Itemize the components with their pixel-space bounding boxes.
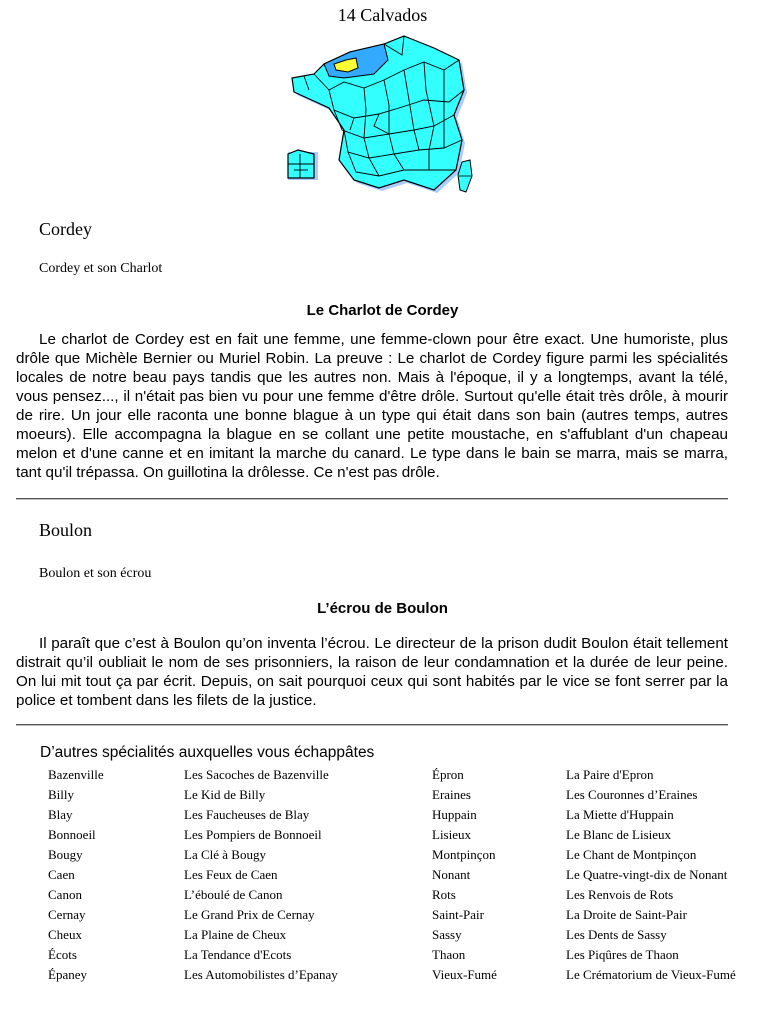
specialty-name: Les Feux de Caen [184, 867, 278, 882]
town-name: Montpinçon [432, 847, 496, 862]
town-name: Saint-Pair [432, 907, 484, 922]
article-body-cordey: Le charlot de Cordey est en fait une femme, une femme-clown pour être exact. Une humoriste, plus drôle que Michèle Bernier ou Muriel Robin. La preuve : Le charlot de Cordey figure parmi les spécialités locales de notre beau pays tandis que les autres non. Mais à l'époque, il y a longtemps, avant la télé, vous pensez..., il n'était pas bien vu pour une femme d'être drôle. Surtout qu'elle était très drôle, à mourir de rire. Un jour elle raconta une bonne blague à un type qui était dans son bain (autres temps, autres moeurs). Elle accompagna la blague en se collant une petite moustache, en s'affublant d'un chapeau melon et d'une canne et en imitant la marche du canard. Le type dans le bain se marra, mais se marra, tant qu'il trépassa. On guillotina la drôlesse. Ce n'est pas drôle. [16, 331, 728, 481]
specialty-name: Les Faucheuses de Blay [184, 807, 310, 822]
specialty-name: Les Couronnes d’Eraines [566, 787, 698, 802]
specialty-name: Les Pompiers de Bonnoeil [184, 827, 322, 842]
section-divider [16, 498, 728, 500]
specialty-name: Les Automobilistes d’Epanay [184, 967, 338, 982]
specialty-name: La Plaine de Cheux [184, 927, 287, 942]
specialty-name: Les Piqûres de Thaon [566, 947, 679, 962]
town-name: Billy [48, 787, 75, 802]
town-name: Épaney [48, 967, 87, 982]
map-icon [284, 30, 484, 200]
specialty-name: Le Grand Prix de Cernay [184, 907, 315, 922]
specialty-name: Les Sacoches de Bazenville [184, 767, 329, 782]
section-title-boulon: Boulon [39, 520, 93, 540]
town-name: Lisieux [432, 827, 471, 842]
right-towns-column [432, 765, 562, 985]
specialty-name: La Paire d'Epron [566, 767, 654, 782]
town-name: Nonant [432, 867, 471, 882]
article-title-boulon: L’écrou de Boulon [317, 600, 448, 617]
specialty-name: Le Chant de Montpinçon [566, 847, 697, 862]
town-name: Caen [48, 867, 75, 882]
town-name: Huppain [432, 807, 477, 822]
town-name: Eraines [432, 787, 471, 802]
town-name: Cernay [48, 907, 86, 922]
town-name: Bougy [48, 847, 83, 862]
town-name: Épron [432, 767, 464, 782]
specialty-name: La Droite de Saint-Pair [566, 907, 687, 922]
specialty-name: La Tendance d'Ecots [184, 947, 292, 962]
specialty-name: Les Dents de Sassy [566, 927, 667, 942]
specialty-name: Le Crématorium de Vieux-Fumé [566, 967, 736, 982]
town-name: Rots [432, 887, 456, 902]
town-name: Blay [48, 807, 73, 822]
town-name: Écots [48, 947, 77, 962]
town-name: Sassy [432, 927, 462, 942]
section-subtitle-cordey: Cordey et son Charlot [39, 261, 163, 276]
left-specialties-column [184, 765, 424, 985]
town-name: Bonnoeil [48, 827, 96, 842]
town-name: Cheux [48, 927, 82, 942]
town-name: Bazenville [48, 767, 104, 782]
article-title-cordey: Le Charlot de Cordey [306, 302, 459, 319]
page-title: 14 Calvados [337, 5, 428, 25]
left-towns-column [48, 765, 183, 985]
specialty-name: Les Renvois de Rots [566, 887, 674, 902]
specialty-name: La Miette d'Huppain [566, 807, 674, 822]
specialty-name: Le Quatre-vingt-dix de Nonant [566, 867, 728, 882]
other-specialties-title: D’autres spécialités auxquelles vous échappâtes [40, 744, 375, 761]
section-divider [16, 724, 728, 726]
specialty-name: L’éboulé de Canon [184, 887, 283, 902]
town-name: Canon [48, 887, 82, 902]
section-subtitle-boulon: Boulon et son écrou [39, 566, 152, 581]
town-name: Thaon [432, 947, 466, 962]
section-title-cordey: Cordey [39, 219, 92, 239]
france-map-image [284, 30, 484, 200]
right-specialties-column [566, 765, 765, 985]
article-body-boulon: Il paraît que c’est à Boulon qu’on inventa l’écrou. Le directeur de la prison dudit Boulon était tellement distrait qu’il oubliait le nom de ses prisonniers, la raison de leur condamnation et la durée de leur peine. On lui mit tout ça par écrit. Depuis, on sait pourquoi ceux qui sont habités par le vice se font serrer par la police et tombent dans les filets de la justice. [16, 635, 728, 709]
specialty-name: Le Kid de Billy [184, 787, 266, 802]
specialty-name: La Clé à Bougy [184, 847, 266, 862]
specialty-name: Le Blanc de Lisieux [566, 827, 672, 842]
town-name: Vieux-Fumé [432, 967, 497, 982]
